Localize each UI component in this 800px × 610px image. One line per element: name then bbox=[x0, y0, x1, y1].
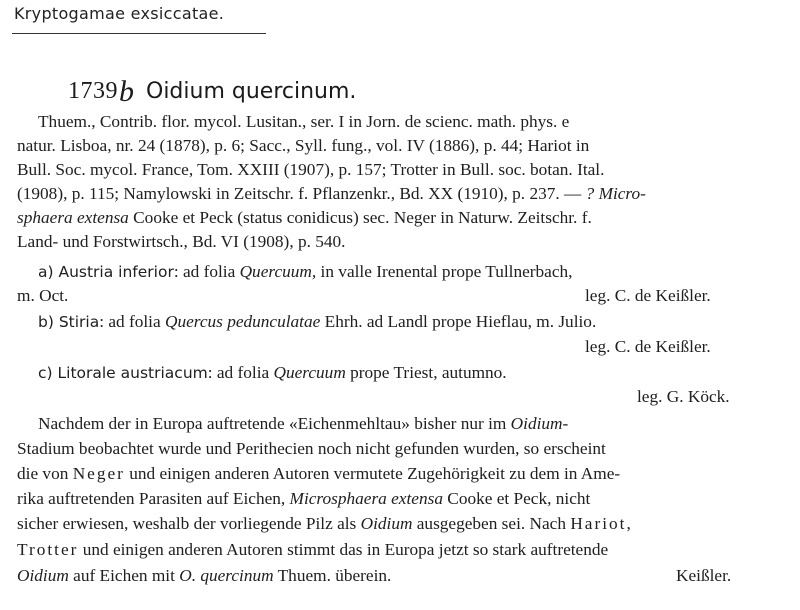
citation-line-4 bbox=[17, 184, 646, 204]
collector-c: leg. G. Köck. bbox=[637, 387, 730, 406]
note-text: , bbox=[626, 514, 631, 533]
note-text: und einigen anderen Autoren vermutete Zugehörigkeit zu dem in Ame- bbox=[124, 464, 621, 483]
author-name: Neger bbox=[72, 464, 125, 483]
region-label: b) Stiria bbox=[38, 313, 100, 331]
locality-a-date: m. Oct. bbox=[17, 286, 69, 305]
locality-text: : ad folia bbox=[207, 363, 274, 382]
locality-c bbox=[38, 363, 507, 383]
note-italic: Oidium- bbox=[510, 414, 569, 433]
locality-a bbox=[38, 262, 572, 282]
citation-text: (1908), p. 115; Namylowski in Zeitschr. f. Pflanzenkr., Bd. XX (1910), p. 237. — bbox=[17, 184, 586, 203]
note-text: Thuem. überein. bbox=[273, 566, 392, 585]
species-name: Oidium quercinum. bbox=[146, 79, 357, 104]
locality-text: : ad folia bbox=[99, 312, 165, 331]
collector-b: leg. C. de Keißler. bbox=[585, 337, 711, 356]
note-line-2: Stadium beobachtet wurde und Perithecien noch nicht gefunden wurden, so erscheint bbox=[17, 439, 606, 458]
note-text: und einigen anderen Autoren stimmt das in Europa jetzt so stark auftretende bbox=[78, 540, 609, 559]
note-line-3 bbox=[17, 464, 620, 484]
note-italic: O. quercinum bbox=[179, 566, 274, 585]
locality-text: Ehrh. ad Landl prope Hieflau, m. Julio. bbox=[320, 312, 597, 331]
citation-text: Cooke et Peck (status conidicus) sec. Neger in Naturw. Zeitschr. f. bbox=[128, 208, 592, 227]
note-text: Cooke et Peck, nicht bbox=[442, 489, 591, 508]
region-label: a) Austria inferior bbox=[38, 263, 174, 281]
citation-line-1: Thuem., Contrib. flor. mycol. Lusitan., ser. I in Jorn. de scienc. math. phys. e bbox=[38, 112, 570, 131]
citation-italic: sphaera extensa bbox=[17, 208, 129, 227]
entry-suffix: b bbox=[119, 75, 134, 108]
note-line-6 bbox=[17, 540, 608, 560]
note-line-4 bbox=[17, 489, 590, 509]
entry-title bbox=[68, 72, 356, 106]
region-label: c) Litorale austriacum bbox=[38, 364, 208, 382]
note-line-7 bbox=[17, 566, 391, 586]
citation-italic: ? Micro- bbox=[585, 184, 646, 203]
note-line-1 bbox=[38, 414, 568, 434]
note-italic: Microsphaera extensa bbox=[289, 489, 443, 508]
locality-text: : ad folia bbox=[173, 262, 240, 281]
running-header: Kryptogamae exsiccatae. bbox=[14, 4, 225, 23]
host-name: Quercuum bbox=[273, 363, 346, 382]
note-line-5 bbox=[17, 514, 631, 534]
citation-line-2: natur. Lisboa, nr. 24 (1878), p. 6; Sacc., Syll. fung., vol. IV (1886), p. 44; Hariot in bbox=[17, 136, 590, 155]
locality-b bbox=[38, 312, 596, 332]
host-name: Quercuum, bbox=[239, 262, 317, 281]
note-italic: Oidium bbox=[360, 514, 413, 533]
host-name: Quercus pedunculatae bbox=[164, 312, 321, 331]
citation-line-6: Land- und Forstwirtsch., Bd. VI (1908), p. 540. bbox=[17, 232, 346, 251]
entry-number: 1739 bbox=[68, 78, 118, 104]
header-rule bbox=[12, 33, 266, 34]
note-text: ausgegeben sei. Nach bbox=[412, 514, 571, 533]
collector-a: leg. C. de Keißler. bbox=[585, 286, 711, 305]
note-text: auf Eichen mit bbox=[68, 566, 180, 585]
author-name: Trotter bbox=[17, 540, 79, 559]
note-italic: Oidium bbox=[17, 566, 69, 585]
citation-line-3: Bull. Soc. mycol. France, Tom. XXIII (1907), p. 157; Trotter in Bull. soc. botan. Ital. bbox=[17, 160, 605, 179]
note-author: Keißler. bbox=[676, 566, 732, 585]
author-name: Hariot bbox=[570, 514, 627, 533]
note-text: Nachdem der in Europa auftretende «Eichenmehltau» bisher nur im bbox=[38, 414, 511, 433]
locality-text: in valle Irenental prope Tullnerbach, bbox=[316, 262, 573, 281]
note-text: sicher erwiesen, weshalb der vorliegende Pilz als bbox=[17, 514, 361, 533]
note-text: rika auftretenden Parasiten auf Eichen, bbox=[17, 489, 290, 508]
citation-line-5 bbox=[17, 208, 592, 228]
note-text: die von bbox=[17, 464, 73, 483]
locality-text: prope Triest, autumno. bbox=[345, 363, 507, 382]
